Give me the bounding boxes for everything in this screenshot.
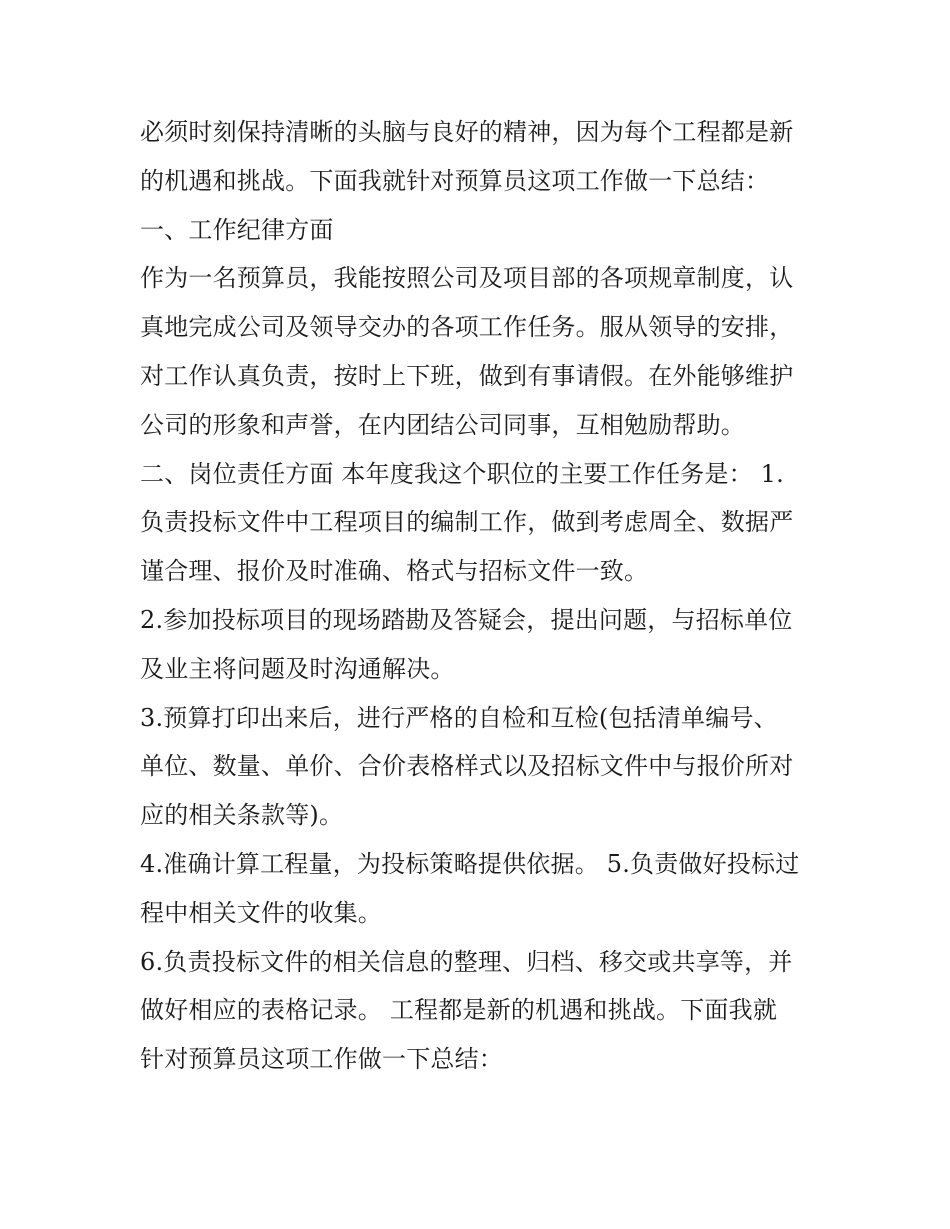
text-line: 应的相关条款等)。 xyxy=(140,801,344,830)
text-line: 程中相关文件的收集。 xyxy=(140,898,382,927)
text-line: 做好相应的表格记录。 工程都是新的机遇和挑战。下面我就 xyxy=(140,996,778,1025)
text-line: 对工作认真负责，按时上下班，做到有事请假。在外能够维护 xyxy=(140,361,794,390)
list-item: 3.预算打印出来后，进行严格的自检和互检(包括清单编号、 xyxy=(140,703,778,732)
section-heading: 二、岗位责任方面 本年度我这个职位的主要工作任务是： 1. xyxy=(140,459,784,488)
text-line: 及业主将问题及时沟通解决。 xyxy=(140,654,455,683)
document-body xyxy=(140,108,830,1084)
text-line: 负责投标文件中工程项目的编制工作，做到考虑周全、数据严 xyxy=(140,508,794,537)
text-line: 真地完成公司及领导交办的各项工作任务。服从领导的安排， xyxy=(140,313,794,342)
list-item: 4.准确计算工程量，为投标策略提供依据。 5.负责做好投标过 xyxy=(140,849,800,878)
text-line: 谨合理、报价及时准确、格式与招标文件一致。 xyxy=(140,557,649,586)
text-line: 的机遇和挑战。下面我就针对预算员这项工作做一下总结： xyxy=(140,166,770,195)
list-item: 2.参加投标项目的现场踏勘及答疑会，提出问题，与招标单位 xyxy=(140,605,793,634)
text-line: 必须时刻保持清晰的头脑与良好的精神，因为每个工程都是新 xyxy=(140,118,794,146)
section-heading: 一、工作纪律方面 xyxy=(140,215,334,244)
list-item: 6.负责投标文件的相关信息的整理、归档、移交或共享等，并 xyxy=(140,947,793,976)
text-line: 作为一名预算员，我能按照公司及项目部的各项规章制度，认 xyxy=(140,264,794,293)
text-line: 公司的形象和声誉，在内团结公司同事，互相勉励帮助。 xyxy=(140,410,745,439)
text-line: 单位、数量、单价、合价表格样式以及招标文件中与报价所对 xyxy=(140,752,794,781)
text-line: 针对预算员这项工作做一下总结： xyxy=(140,1045,503,1074)
